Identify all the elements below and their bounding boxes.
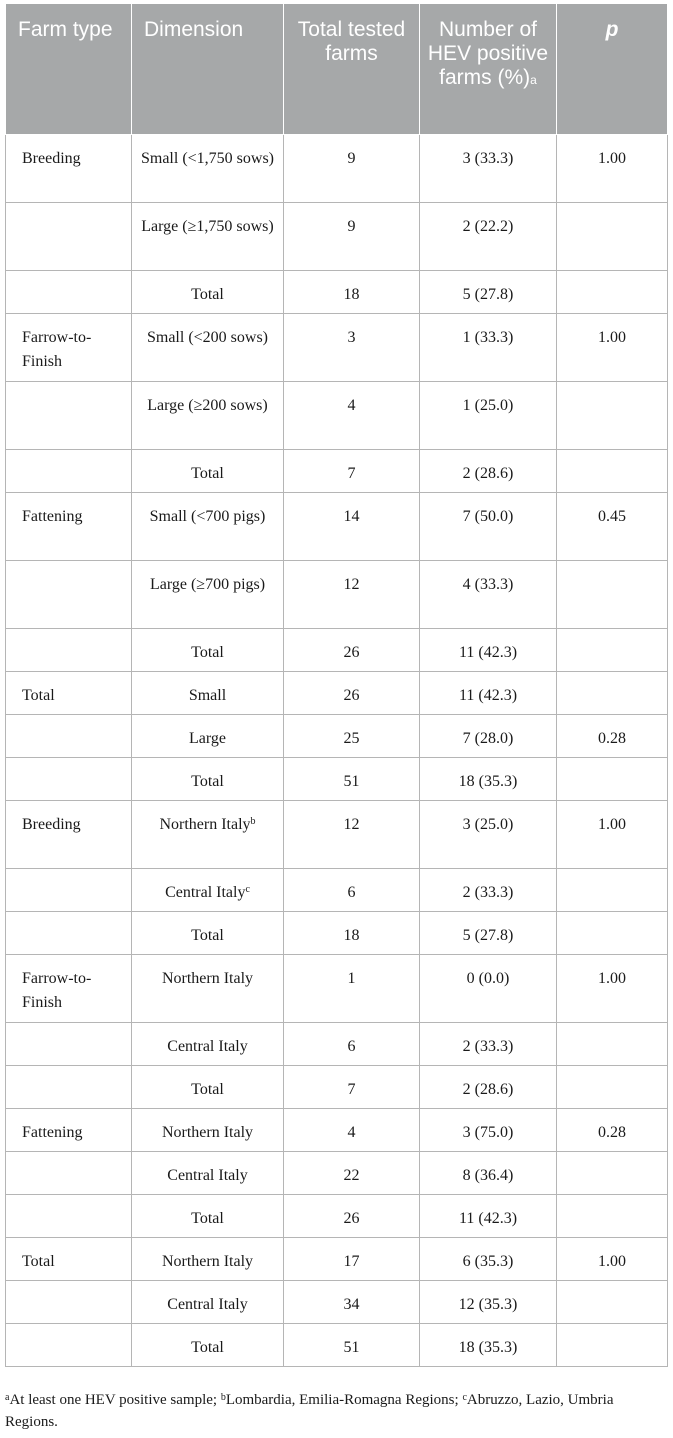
- farm-type-cell: [6, 271, 132, 314]
- total-tested-cell: 9: [284, 135, 420, 203]
- farm-type-cell: [6, 382, 132, 450]
- dimension-cell: Total: [132, 758, 284, 801]
- positive-farms-cell: 6 (35.3): [420, 1238, 557, 1281]
- positive-farms-cell: 7 (50.0): [420, 493, 557, 561]
- farm-type-cell: [6, 1281, 132, 1324]
- p-value-cell: [557, 629, 668, 672]
- positive-farms-cell: 2 (28.6): [420, 450, 557, 493]
- dimension-cell: Large (≥700 pigs): [132, 561, 284, 629]
- table-body: [6, 135, 668, 1367]
- farm-type-cell: Fattening: [6, 1109, 132, 1152]
- total-tested-cell: 1: [284, 955, 420, 1023]
- positive-farms-cell: 5 (27.8): [420, 271, 557, 314]
- farm-type-cell: [6, 1195, 132, 1238]
- farm-type-cell: Farrow-to-Finish: [6, 955, 132, 1023]
- total-tested-cell: 18: [284, 271, 420, 314]
- table-row: [6, 758, 668, 801]
- positive-farms-cell: 7 (28.0): [420, 715, 557, 758]
- p-value-cell: 0.28: [557, 715, 668, 758]
- positive-farms-cell: 3 (75.0): [420, 1109, 557, 1152]
- table-row: [6, 1109, 668, 1152]
- farm-type-cell: Breeding: [6, 801, 132, 869]
- total-tested-cell: 26: [284, 672, 420, 715]
- dimension-cell: Small (<1,750 sows): [132, 135, 284, 203]
- p-value-cell: 1.00: [557, 135, 668, 203]
- p-value-cell: [557, 912, 668, 955]
- dimension-cell: Total: [132, 629, 284, 672]
- total-tested-cell: 7: [284, 1066, 420, 1109]
- positive-farms-cell: 11 (42.3): [420, 629, 557, 672]
- farm-type-cell: [6, 1152, 132, 1195]
- header-dimension: Dimension: [132, 4, 284, 135]
- table-row: [6, 715, 668, 758]
- p-value-cell: 0.28: [557, 1109, 668, 1152]
- table-row: [6, 561, 668, 629]
- positive-farms-cell: 2 (33.3): [420, 869, 557, 912]
- positive-farms-cell: 2 (28.6): [420, 1066, 557, 1109]
- table-row: [6, 203, 668, 271]
- dimension-cell: Small: [132, 672, 284, 715]
- positive-farms-cell: 1 (25.0): [420, 382, 557, 450]
- positive-farms-cell: 5 (27.8): [420, 912, 557, 955]
- dimension-cell: Northern Italy: [132, 1238, 284, 1281]
- positive-farms-cell: 11 (42.3): [420, 672, 557, 715]
- positive-farms-cell: 8 (36.4): [420, 1152, 557, 1195]
- dimension-cell: Central Italy: [132, 1023, 284, 1066]
- p-value-cell: [557, 561, 668, 629]
- farm-type-cell: Total: [6, 672, 132, 715]
- total-tested-cell: 4: [284, 1109, 420, 1152]
- table-row: [6, 1281, 668, 1324]
- positive-farms-cell: 3 (25.0): [420, 801, 557, 869]
- total-tested-cell: 14: [284, 493, 420, 561]
- table-row: [6, 955, 668, 1023]
- p-value-cell: 0.45: [557, 493, 668, 561]
- hev-farm-table: [5, 3, 668, 1367]
- dimension-cell: Small (<200 sows): [132, 314, 284, 382]
- p-value-cell: 1.00: [557, 955, 668, 1023]
- table-row: [6, 1238, 668, 1281]
- farm-type-cell: [6, 450, 132, 493]
- total-tested-cell: 17: [284, 1238, 420, 1281]
- farm-type-cell: [6, 203, 132, 271]
- p-value-cell: [557, 1195, 668, 1238]
- dimension-cell: Total: [132, 1324, 284, 1367]
- total-tested-cell: 12: [284, 561, 420, 629]
- dimension-cell: Total: [132, 912, 284, 955]
- dimension-cell: Large (≥200 sows): [132, 382, 284, 450]
- table-row: [6, 629, 668, 672]
- farm-type-cell: [6, 561, 132, 629]
- p-value-cell: [557, 1281, 668, 1324]
- dimension-cell: Northern Italy$^b$: [132, 801, 284, 869]
- positive-farms-cell: 12 (35.3): [420, 1281, 557, 1324]
- table-row: [6, 869, 668, 912]
- dimension-cell: Total: [132, 1066, 284, 1109]
- p-value-cell: [557, 758, 668, 801]
- total-tested-cell: 12: [284, 801, 420, 869]
- table-row: [6, 135, 668, 203]
- table-header-row: [6, 4, 668, 135]
- total-tested-cell: 9: [284, 203, 420, 271]
- p-value-cell: [557, 1324, 668, 1367]
- table-row: [6, 912, 668, 955]
- p-value-cell: [557, 450, 668, 493]
- dimension-cell: Large (≥1,750 sows): [132, 203, 284, 271]
- table-row: [6, 450, 668, 493]
- table-row: [6, 1195, 668, 1238]
- header-p-value: p: [557, 4, 668, 135]
- positive-farms-cell: 1 (33.3): [420, 314, 557, 382]
- table-row: [6, 1066, 668, 1109]
- p-value-cell: [557, 1066, 668, 1109]
- dimension-cell: Total: [132, 271, 284, 314]
- dimension-cell: Northern Italy: [132, 1109, 284, 1152]
- total-tested-cell: 3: [284, 314, 420, 382]
- farm-type-cell: [6, 1066, 132, 1109]
- total-tested-cell: 26: [284, 629, 420, 672]
- table-row: [6, 1023, 668, 1066]
- footnote-marker: c: [245, 884, 250, 895]
- dimension-cell: Northern Italy: [132, 955, 284, 1023]
- dimension-cell: Total: [132, 1195, 284, 1238]
- p-value-cell: [557, 1023, 668, 1066]
- p-value-cell: [557, 672, 668, 715]
- table-row: [6, 493, 668, 561]
- farm-type-cell: Breeding: [6, 135, 132, 203]
- p-value-cell: [557, 1152, 668, 1195]
- farm-type-cell: [6, 1023, 132, 1066]
- p-value-cell: 1.00: [557, 314, 668, 382]
- positive-farms-cell: 3 (33.3): [420, 135, 557, 203]
- positive-farms-cell: 0 (0.0): [420, 955, 557, 1023]
- total-tested-cell: 51: [284, 758, 420, 801]
- positive-farms-cell: 2 (22.2): [420, 203, 557, 271]
- footnote-marker-a: a: [530, 73, 537, 87]
- table-row: [6, 271, 668, 314]
- total-tested-cell: 6: [284, 869, 420, 912]
- farm-type-cell: Farrow-to-Finish: [6, 314, 132, 382]
- farm-type-cell: [6, 912, 132, 955]
- table-row: [6, 801, 668, 869]
- positive-farms-cell: 18 (35.3): [420, 758, 557, 801]
- dimension-cell: Central Italy$^c$: [132, 869, 284, 912]
- p-value-cell: [557, 271, 668, 314]
- p-value-cell: 1.00: [557, 801, 668, 869]
- footnote-marker: b: [250, 816, 256, 827]
- table-row: [6, 1324, 668, 1367]
- farm-type-cell: [6, 1324, 132, 1367]
- header-positive-farms: Number of HEV positive farms (%)$^a$: [420, 4, 557, 135]
- table-row: [6, 1152, 668, 1195]
- total-tested-cell: 51: [284, 1324, 420, 1367]
- dimension-cell: Small (<700 pigs): [132, 493, 284, 561]
- farm-type-cell: Total: [6, 1238, 132, 1281]
- table-row: [6, 672, 668, 715]
- table-row: [6, 314, 668, 382]
- p-value-cell: [557, 382, 668, 450]
- total-tested-cell: 7: [284, 450, 420, 493]
- total-tested-cell: 22: [284, 1152, 420, 1195]
- total-tested-cell: 18: [284, 912, 420, 955]
- total-tested-cell: 4: [284, 382, 420, 450]
- p-value-cell: 1.00: [557, 1238, 668, 1281]
- table-row: [6, 382, 668, 450]
- farm-type-cell: [6, 629, 132, 672]
- positive-farms-cell: 18 (35.3): [420, 1324, 557, 1367]
- positive-farms-cell: 2 (33.3): [420, 1023, 557, 1066]
- dimension-cell: Central Italy: [132, 1152, 284, 1195]
- farm-type-cell: [6, 715, 132, 758]
- dimension-cell: Total: [132, 450, 284, 493]
- farm-type-cell: Fattening: [6, 493, 132, 561]
- table-footnote: $^a$At least one HEV positive sample; $^b$Lombardia, Emilia-Romagna Regions; $^c$Abruzzo, Lazio, Umbria Regions.: [5, 1392, 614, 1430]
- farm-type-cell: [6, 758, 132, 801]
- header-farm-type: Farm type: [6, 4, 132, 135]
- p-value-cell: [557, 203, 668, 271]
- total-tested-cell: 26: [284, 1195, 420, 1238]
- farm-type-cell: [6, 869, 132, 912]
- positive-farms-cell: 11 (42.3): [420, 1195, 557, 1238]
- header-total-tested: Total tested farms: [284, 4, 420, 135]
- dimension-cell: Central Italy: [132, 1281, 284, 1324]
- total-tested-cell: 25: [284, 715, 420, 758]
- p-value-cell: [557, 869, 668, 912]
- total-tested-cell: 6: [284, 1023, 420, 1066]
- positive-farms-cell: 4 (33.3): [420, 561, 557, 629]
- dimension-cell: Large: [132, 715, 284, 758]
- total-tested-cell: 34: [284, 1281, 420, 1324]
